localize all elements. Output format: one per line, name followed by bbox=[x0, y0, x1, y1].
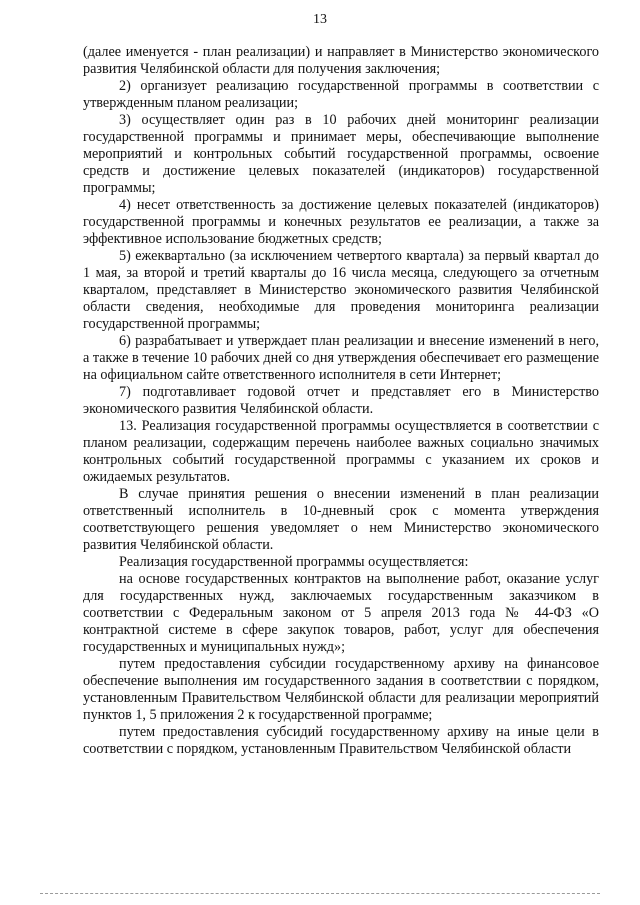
paragraph-section-13: 13. Реализация государственной программы осуществляется в соответствии с планом реализации, содержащим перечень наиболее важных социально значимых контрольных событий государственной программы с указанием их сроков и ожидаемых результатов. bbox=[83, 418, 599, 485]
paragraph-subsidy-task: путем предоставления субсидии государственному архиву на финансовое обеспечение выполнения им государственного задания в соответствии с порядком, установленным Правительством Челябинской области для реализации мероприятий пунктов 1, 5 приложения 2 к государственной программе; bbox=[83, 656, 599, 723]
paragraph-item-3: 3) осуществляет один раз в 10 рабочих дней мониторинг реализации государственной программы и принимает меры, обеспечивающие выполнение мероприятий и контрольных событий государственной программы, освоение средств и достижение целевых показателей (индикаторов) государственной программы; bbox=[83, 112, 599, 196]
bottom-scan-line bbox=[40, 893, 600, 894]
paragraph-item-6: 6) разрабатывает и утверждает план реализации и внесение изменений в него, а также в течение 10 рабочих дней со дня утверждения обеспечивает его размещение на официальном сайте ответственного исполнителя в сети Интернет; bbox=[83, 333, 599, 383]
paragraph-contracts: на основе государственных контрактов на выполнение работ, оказание услуг для государственных нужд, заключаемых государственным заказчиком в соответствии с Федеральным законом от 5 апреля 2013 года № 44-ФЗ «О контрактной системе в сфере закупок товаров, работ, услуг для обеспечения государственных и муниципальных нужд»; bbox=[83, 571, 599, 655]
paragraph-plan-changes: В случае принятия решения о внесении изменений в план реализации ответственный исполнитель в 10-дневный срок с момента утверждения соответствующего решения уведомляет о нем Министерство экономического развития Челябинской области. bbox=[83, 486, 599, 553]
document-body bbox=[83, 44, 599, 758]
paragraph-item-4: 4) несет ответственность за достижение целевых показателей (индикаторов) государственной программы и конечных результатов ее реализации, а также за эффективное использование бюджетных средств; bbox=[83, 197, 599, 247]
paragraph-item-2: 2) организует реализацию государственной программы в соответствии с утвержденным планом реализации; bbox=[83, 78, 599, 111]
paragraph-continuation: (далее именуется - план реализации) и направляет в Министерство экономического развития Челябинской области для получения заключения; bbox=[83, 44, 599, 77]
paragraph-item-5: 5) ежеквартально (за исключением четвертого квартала) за первый квартал до 1 мая, за второй и третий кварталы до 16 числа месяца, следующего за отчетным кварталом, представляет в Министерство экономического развития Челябинской области сведения, необходимые для проведения мониторинга реализации государственной программы; bbox=[83, 248, 599, 332]
paragraph-subsidy-other: путем предоставления субсидий государственному архиву на иные цели в соответствии с порядком, установленным Правительством Челябинской области bbox=[83, 724, 599, 757]
paragraph-item-7: 7) подготавливает годовой отчет и представляет его в Министерство экономического развития Челябинской области. bbox=[83, 384, 599, 417]
paragraph-implementation-intro: Реализация государственной программы осуществляется: bbox=[119, 554, 469, 570]
page-number: 13 bbox=[313, 12, 327, 27]
